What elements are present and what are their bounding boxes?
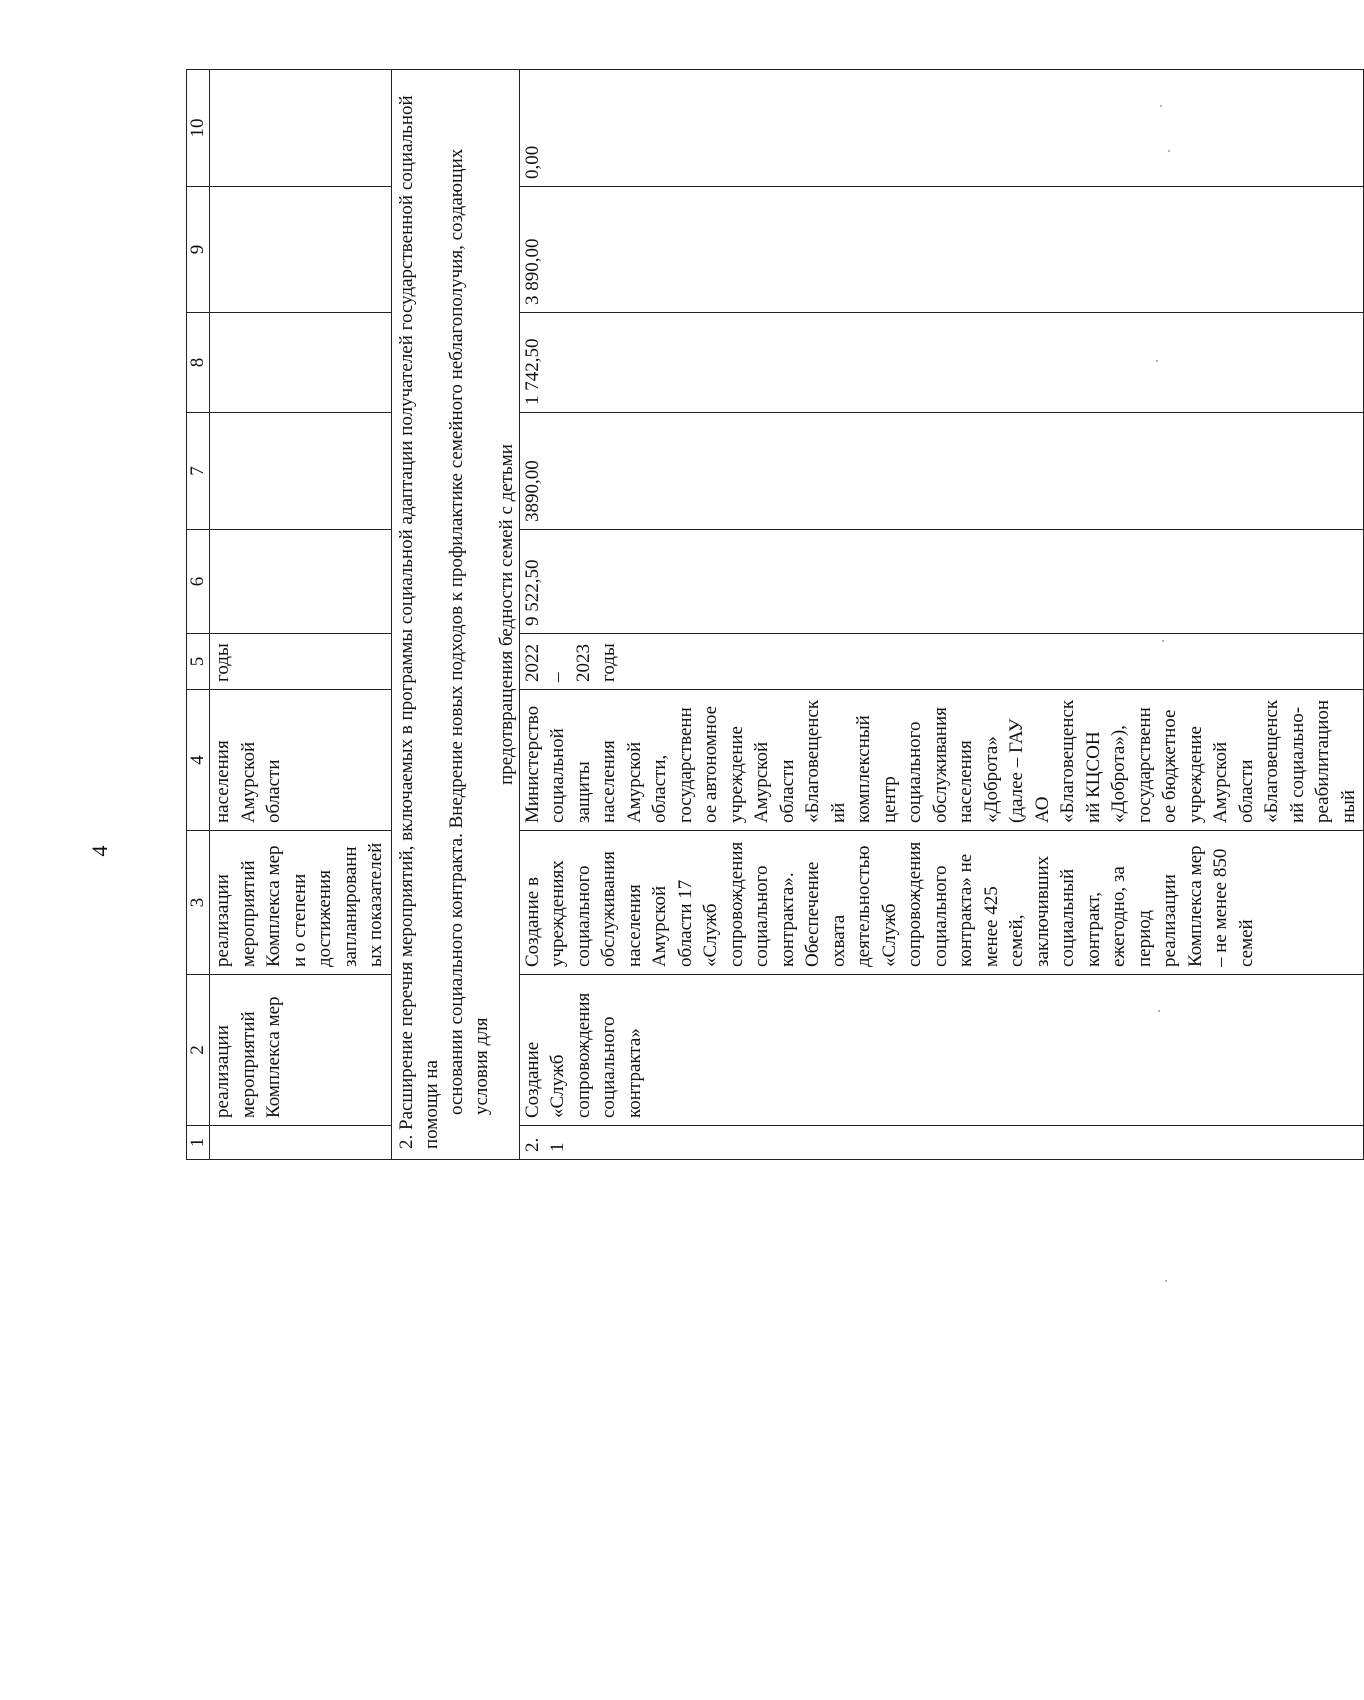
section-row — [391, 70, 519, 1160]
rotated-table-container — [186, 70, 1359, 1160]
funding-col-7: 3890,00 — [519, 413, 1364, 530]
header-cell-10: 10 — [187, 70, 210, 187]
header-cell-2: 2 — [187, 975, 210, 1126]
scan-speck — [1162, 640, 1164, 642]
scan-speck — [1158, 1010, 1160, 1012]
scan-speck — [1165, 1280, 1167, 1282]
expected-result: Создание в учреждениях социального обслуживания населения Амурской области 17 «Служб сопровождения социального контракта». Обеспечение охвата деятельностью «Служб сопровождения социального контракта» не менее 425 семей, заключивших социальный контракт, ежегодно, за период реализации Комплекса мер – не менее 850 семей — [519, 831, 1364, 975]
cont-cell-8 — [210, 313, 392, 413]
header-cell-7: 7 — [187, 413, 210, 530]
cont-cell-1 — [210, 1126, 392, 1160]
section-line-1: 2. Расширение перечня мероприятий, включаемых в программы социальной адаптации получателей государственной социальной помощи на — [395, 95, 442, 1149]
continued-row — [210, 70, 392, 1160]
section-heading — [391, 70, 519, 1160]
cont-cell-6 — [210, 530, 392, 634]
funding-col-8: 1 742,50 — [519, 313, 1364, 413]
cont-cell-2: реализации мероприятий Комплекса мер — [210, 975, 392, 1126]
cont-cell-9 — [210, 187, 392, 313]
responsible-executors: Министерство социальной защиты населения Амурской области, государственное автономное учреждение Амурской области «Благовещенский комплексный центр социального обслуживания населения «Доброта» (далее – ГАУ АО «Благовещенский КЦСОН «Доброта»), государственное бюджетное учреждение Амурской области «Благовещенский социально-реабилитационный — [519, 690, 1364, 831]
scan-speck — [1168, 150, 1170, 152]
header-cell-3: 3 — [187, 831, 210, 975]
section-line-3: предотвращения бедности семей с детьми — [495, 444, 517, 785]
header-cell-1: 1 — [187, 1126, 210, 1160]
cont-cell-3: реализации мероприятий Комплекса мер и о степени достижения запланированных показателей — [210, 831, 392, 975]
header-cell-9: 9 — [187, 187, 210, 313]
measures-table — [186, 69, 1364, 1160]
table-row — [519, 70, 1364, 1160]
scan-speck — [1156, 360, 1158, 362]
cont-cell-7 — [210, 413, 392, 530]
header-cell-6: 6 — [187, 530, 210, 634]
header-row — [187, 70, 210, 1160]
implementation-period: 2022–2023 годы — [519, 634, 1364, 690]
measure-name: Создание «Служб сопровождения социального контракта» — [519, 975, 1364, 1126]
scan-speck — [1160, 105, 1162, 107]
header-cell-4: 4 — [187, 690, 210, 831]
total-funding: 9 522,50 — [519, 530, 1364, 634]
cont-cell-5: годы — [210, 634, 392, 690]
header-cell-8: 8 — [187, 313, 210, 413]
row-number: 2.1 — [519, 1126, 1364, 1160]
section-line-2: основании социального контракта. Внедрение новых подходов к профилактике семейного неблагополучия, создающих условия для — [445, 148, 492, 1115]
funding-col-9: 3 890,00 — [519, 187, 1364, 313]
cont-cell-4: населения Амурской области — [210, 690, 392, 831]
page-number: 4 — [87, 845, 112, 857]
funding-col-10: 0,00 — [519, 70, 1364, 187]
cont-cell-10 — [210, 70, 392, 187]
header-cell-5: 5 — [187, 634, 210, 690]
